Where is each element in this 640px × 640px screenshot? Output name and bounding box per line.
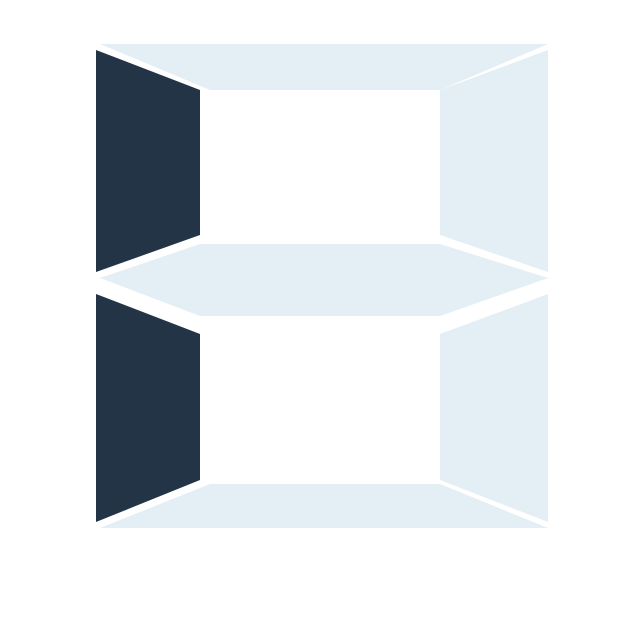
segment-middle (100, 244, 548, 316)
segment-upper-right (440, 50, 548, 272)
segment-upper-left (96, 50, 200, 272)
segment-lower-right (440, 294, 548, 522)
segment-lower-left (96, 294, 200, 522)
